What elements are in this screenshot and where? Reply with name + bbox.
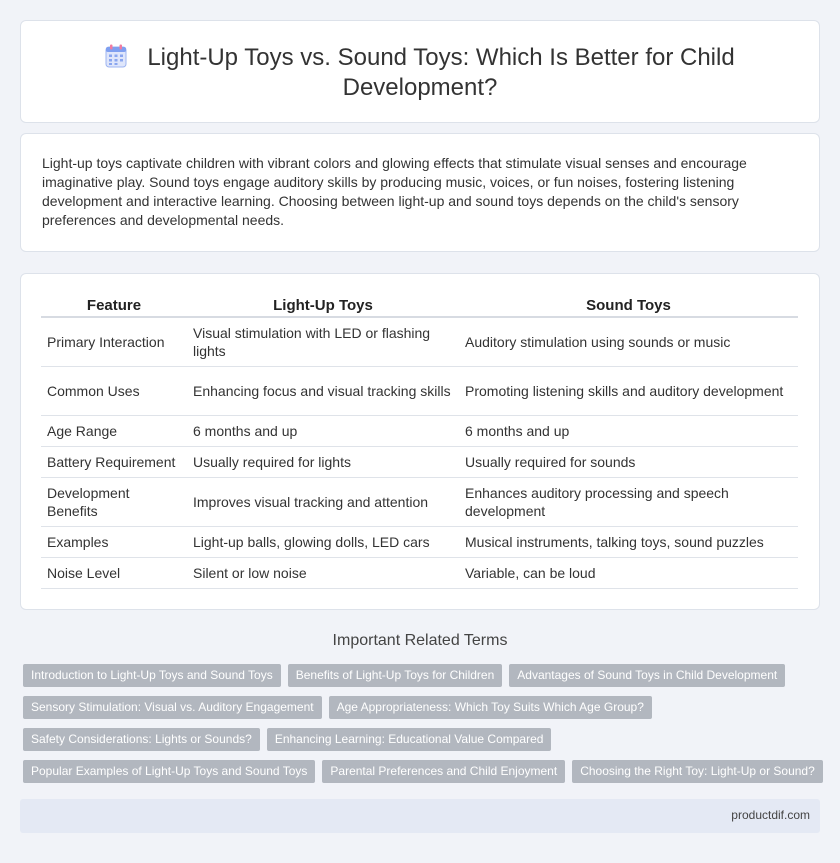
tag-row xyxy=(23,696,823,719)
feature-cell: Primary Interaction xyxy=(41,318,187,367)
comparison-card xyxy=(20,273,820,610)
related-term-tag[interactable]: Advantages of Sound Toys in Child Development xyxy=(509,664,785,687)
feature-cell: Common Uses xyxy=(41,367,187,416)
light-up-cell: Usually required for lights xyxy=(187,447,459,478)
sound-cell: Auditory stimulation using sounds or music xyxy=(459,318,798,367)
feature-cell: Development Benefits xyxy=(41,478,187,527)
related-terms-tags xyxy=(23,664,823,792)
sound-cell: 6 months and up xyxy=(459,416,798,447)
header-sound-toys: Sound Toys xyxy=(459,294,798,318)
table-row xyxy=(41,478,798,527)
calendar-icon xyxy=(105,44,127,68)
light-up-cell: 6 months and up xyxy=(187,416,459,447)
related-term-tag[interactable]: Introduction to Light-Up Toys and Sound Toys xyxy=(23,664,281,687)
feature-cell: Battery Requirement xyxy=(41,447,187,478)
sound-cell: Usually required for sounds xyxy=(459,447,798,478)
related-term-tag[interactable]: Benefits of Light-Up Toys for Children xyxy=(288,664,503,687)
header-feature: Feature xyxy=(41,294,187,318)
related-term-tag[interactable]: Parental Preferences and Child Enjoyment xyxy=(322,760,565,783)
sound-cell: Variable, can be loud xyxy=(459,558,798,589)
light-up-cell: Visual stimulation with LED or flashing lights xyxy=(187,318,459,367)
related-term-tag[interactable]: Safety Considerations: Lights or Sounds? xyxy=(23,728,260,751)
tag-row xyxy=(23,664,823,687)
related-term-tag[interactable]: Sensory Stimulation: Visual vs. Auditory Engagement xyxy=(23,696,322,719)
light-up-cell: Improves visual tracking and attention xyxy=(187,478,459,527)
feature-cell: Noise Level xyxy=(41,558,187,589)
related-term-tag[interactable]: Enhancing Learning: Educational Value Compared xyxy=(267,728,552,751)
table-row xyxy=(41,367,798,416)
tag-row xyxy=(23,728,823,751)
table-row xyxy=(41,558,798,589)
light-up-cell: Light-up balls, glowing dolls, LED cars xyxy=(187,527,459,558)
comparison-table xyxy=(41,294,798,589)
table-row xyxy=(41,416,798,447)
sound-cell: Promoting listening skills and auditory development xyxy=(459,367,798,416)
sound-cell: Enhances auditory processing and speech development xyxy=(459,478,798,527)
related-term-tag[interactable]: Age Appropriateness: Which Toy Suits Which Age Group? xyxy=(329,696,652,719)
intro-paragraph: Light-up toys captivate children with vibrant colors and glowing effects that stimulate visual senses and encourage imaginative play. Sound toys engage auditory skills by producing music, voices, or fun noises, fostering listening development and interactive learning. Choosing between light-up and sound toys depends on the child's sensory preferences and developmental needs. xyxy=(42,155,747,228)
table-header-row xyxy=(41,294,798,318)
table-row xyxy=(41,527,798,558)
intro-card xyxy=(20,133,820,252)
page-title: Light-Up Toys vs. Sound Toys: Which Is Better for Child Development? xyxy=(147,44,735,101)
sound-cell: Musical instruments, talking toys, sound puzzles xyxy=(459,527,798,558)
feature-cell: Examples xyxy=(41,527,187,558)
table-row xyxy=(41,447,798,478)
related-term-tag[interactable]: Choosing the Right Toy: Light-Up or Sound? xyxy=(572,760,823,783)
header-card xyxy=(20,20,820,123)
feature-cell: Age Range xyxy=(41,416,187,447)
page-title-wrap xyxy=(21,43,819,103)
light-up-cell: Silent or low noise xyxy=(187,558,459,589)
tag-row xyxy=(23,760,823,783)
footer-site-link[interactable]: productdif.com xyxy=(731,808,810,822)
related-term-tag[interactable]: Popular Examples of Light-Up Toys and Sound Toys xyxy=(23,760,315,783)
header-light-up-toys: Light-Up Toys xyxy=(187,294,459,318)
related-terms-title: Important Related Terms xyxy=(332,632,508,649)
light-up-cell: Enhancing focus and visual tracking skills xyxy=(187,367,459,416)
table-row xyxy=(41,318,798,367)
footer xyxy=(20,799,820,833)
